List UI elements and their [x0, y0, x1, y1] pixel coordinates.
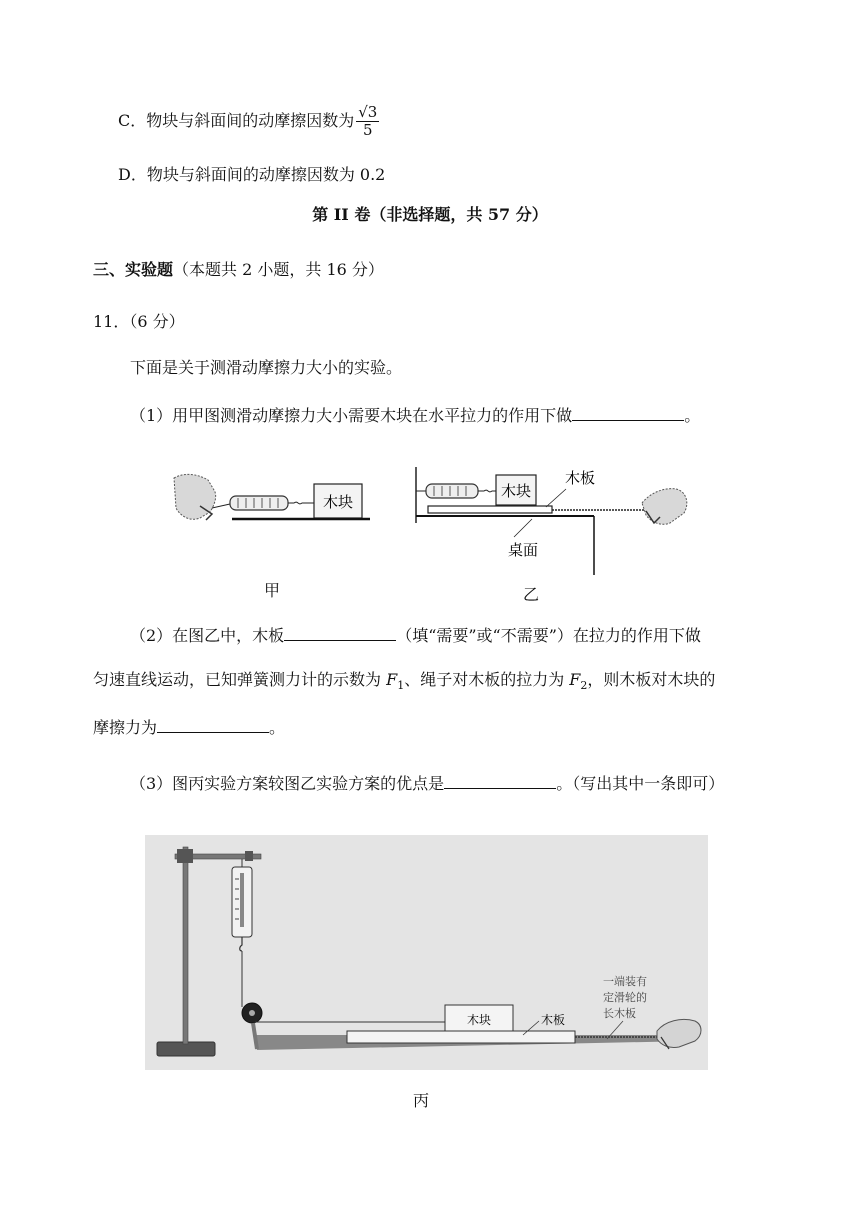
- subquestion-3-text: （3）图丙实验方案较图乙实验方案的优点是: [130, 774, 445, 793]
- force-subscript-1: 1: [397, 679, 405, 693]
- force-symbol-f1: F: [386, 670, 398, 689]
- subquestion-2-line3: [93, 714, 285, 740]
- wood-board: [347, 1031, 575, 1043]
- figure-jia: [170, 468, 375, 530]
- caption-yi: 乙: [523, 585, 540, 604]
- answer-blank-1[interactable]: [572, 402, 684, 421]
- part3-heading: [93, 258, 384, 282]
- subquestion-2-end: 。: [269, 718, 286, 737]
- option-d: D．物块与斜面间的动摩擦因数为 0.2: [118, 165, 386, 184]
- part3-title: 三、实验题: [93, 260, 174, 279]
- subquestion-2-line2: [93, 668, 715, 698]
- question-intro: 下面是关于测滑动摩擦力大小的实验。: [130, 358, 403, 377]
- answer-blank-3[interactable]: [157, 714, 269, 733]
- subquestion-2-text-f: 摩擦力为: [93, 718, 158, 737]
- hand-icon: [642, 489, 687, 525]
- table-label: 桌面: [508, 541, 539, 559]
- block-label: 木块: [466, 1013, 492, 1027]
- subquestion-3: [130, 770, 724, 796]
- wood-board: [428, 506, 552, 513]
- stand-pole: [183, 847, 188, 1044]
- subquestion-2-text-b: （填“需要”或“不需要”）在拉力的作用下做: [396, 626, 701, 645]
- block-label: 木块: [322, 493, 354, 511]
- section-title: 第 II 卷（非选择题，共 57 分）: [312, 205, 548, 224]
- subquestion-2-text-c: 匀速直线运动，已知弹簧测力计的示数为: [93, 670, 387, 689]
- answer-blank-2[interactable]: [284, 622, 396, 641]
- subquestion-2-text-a: （2）在图乙中，木板: [130, 626, 285, 645]
- question-number: 11．（6 分）: [93, 312, 185, 331]
- subquestion-1: [130, 402, 700, 428]
- block-label: 木块: [500, 482, 532, 500]
- subquestion-1-end: 。: [684, 406, 701, 425]
- long-board-label-2: 定滑轮的: [603, 991, 647, 1004]
- subquestion-2-line1: [130, 622, 701, 648]
- part3-note: （本题共 2 小题，共 16 分）: [173, 260, 384, 279]
- fraction-denominator: 5: [363, 121, 373, 139]
- figure-yi: [410, 463, 695, 575]
- option-c-text: C．物块与斜面间的动摩擦因数为: [118, 111, 355, 130]
- subquestion-3-end: 。（写出其中一条即可）: [556, 774, 725, 793]
- answer-blank-4[interactable]: [444, 770, 556, 789]
- fraction: [356, 104, 379, 139]
- long-board-label-1: 一端装有: [603, 975, 647, 988]
- board-label: 木板: [565, 469, 596, 487]
- option-c: [118, 104, 379, 139]
- figure-bing: [145, 835, 708, 1070]
- board-label: 木板: [541, 1013, 566, 1027]
- subquestion-2-text-e: ，则木板对木块的: [587, 670, 716, 689]
- stand-clamp: [177, 849, 193, 863]
- fraction-numerator: √3: [358, 103, 378, 121]
- spring-scale-icon: [230, 496, 288, 510]
- caption-jia: 甲: [264, 581, 281, 600]
- force-subscript-2: 2: [580, 679, 588, 693]
- subquestion-1-text: （1）用甲图测滑动摩擦力大小需要木块在水平拉力的作用下做: [130, 406, 573, 425]
- caption-bing: 丙: [413, 1091, 430, 1110]
- force-symbol-f2: F: [569, 670, 581, 689]
- long-board-label-3: 长木板: [603, 1007, 636, 1020]
- subquestion-2-text-d: 、绳子对木板的拉力为: [404, 670, 570, 689]
